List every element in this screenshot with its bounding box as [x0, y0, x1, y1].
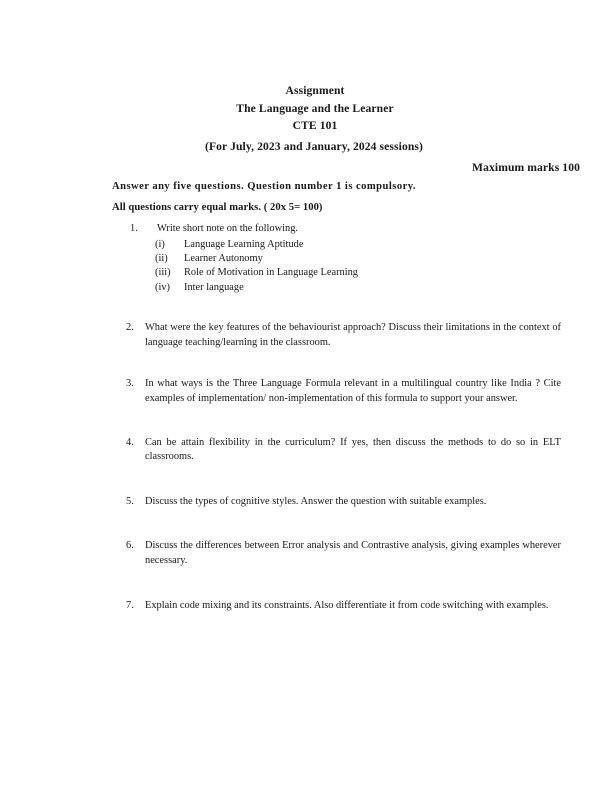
- question-item: [126, 599, 561, 614]
- question-number: 7.: [126, 599, 134, 611]
- question-text: Write short note on the following.: [157, 223, 298, 234]
- document-header: [0, 82, 612, 176]
- subitem-text: Language Learning Aptitude: [184, 238, 304, 250]
- question-number: 6.: [126, 540, 134, 552]
- question-number: 4.: [126, 436, 134, 448]
- list-item: [155, 252, 561, 266]
- course-title: The Language and the Learner: [236, 101, 394, 115]
- sessions-line: (For July, 2023 and January, 2024 sessions): [205, 139, 423, 153]
- question-text: In what ways is the Three Language Formula relevant in a multilingual country like India ? Cite examples of implementation/ non-implementation of this formula to support your answer.: [145, 378, 561, 404]
- page-title: Assignment: [285, 84, 345, 97]
- list-item: [155, 238, 561, 252]
- questions-list: [126, 222, 561, 613]
- question-number: 5.: [126, 495, 134, 507]
- question-text: Discuss the types of cognitive styles. Answer the question with suitable examples.: [145, 495, 487, 507]
- question-number: 1.: [130, 223, 138, 234]
- list-item: [155, 281, 561, 295]
- instruction-line-1: Answer any five questions. Question number 1 is compulsory.: [112, 181, 416, 192]
- question-item: [126, 377, 561, 406]
- subitem-label: (iv): [155, 281, 171, 293]
- subitem-text: Inter language: [184, 281, 244, 293]
- question-item: [126, 495, 561, 510]
- question-item: [126, 539, 561, 568]
- question-subitems: [155, 238, 561, 296]
- question-item: [126, 436, 561, 465]
- instructions-block: [112, 176, 552, 218]
- question-text: What were the key features of the behaviourist approach? Discuss their limitations in the context of language teaching/learning in the classroom.: [145, 322, 561, 348]
- subitem-text: Role of Motivation in Language Learning: [184, 267, 358, 279]
- question-number: 3.: [126, 378, 134, 390]
- question-number: 2.: [126, 322, 134, 334]
- subitem-label: (iii): [155, 267, 171, 279]
- subitem-label: (i): [155, 238, 165, 250]
- subitem-label: (ii): [155, 253, 168, 264]
- course-code: CTE 101: [292, 119, 338, 132]
- question-item: [126, 321, 561, 350]
- question-line: [130, 222, 561, 237]
- instruction-line-2: All questions carry equal marks. ( 20x 5= 100): [112, 202, 323, 213]
- maximum-marks: Maximum marks 100: [472, 161, 580, 174]
- question-item: [130, 222, 561, 295]
- list-item: [155, 266, 561, 280]
- question-text: Explain code mixing and its constraints. Also differentiate it from code switching with examples.: [145, 599, 549, 611]
- question-text: Discuss the differences between Error analysis and Contrastive analysis, giving examples wherever necessary.: [145, 540, 561, 566]
- subitem-text: Learner Autonomy: [184, 253, 263, 264]
- question-text: Can be attain flexibility in the curriculum? If yes, then discuss the methods to do so in ELT classrooms.: [145, 436, 561, 463]
